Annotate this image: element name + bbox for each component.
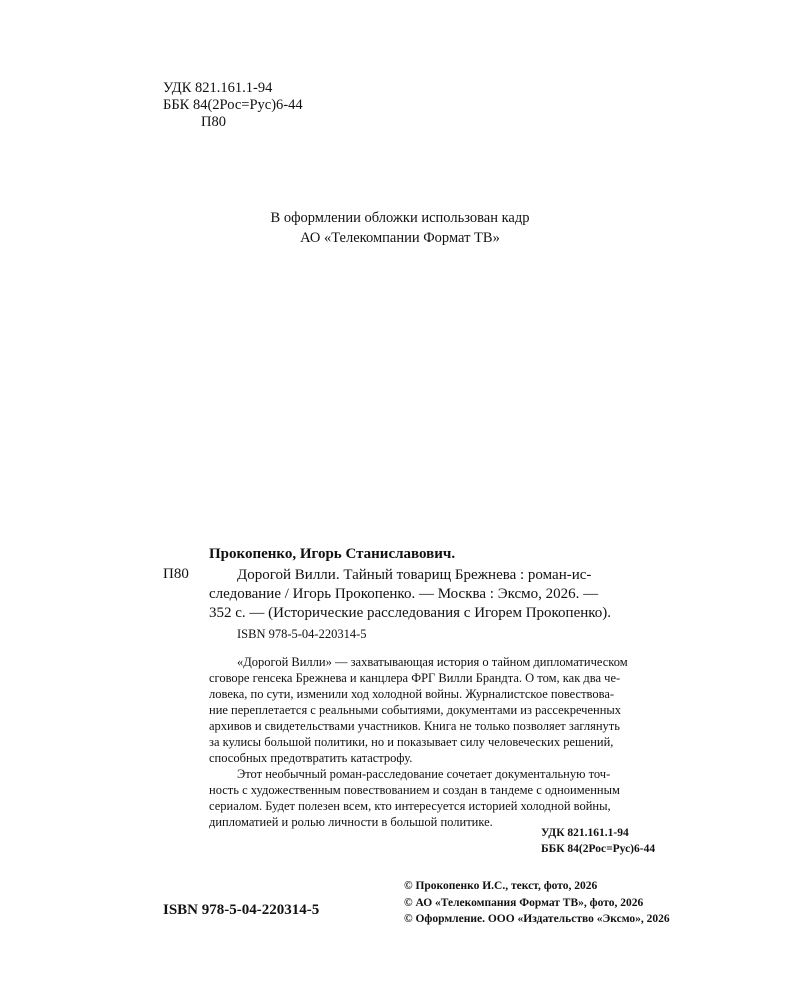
catalog-isbn: ISBN 978-5-04-220314-5 [237, 627, 367, 641]
cover-credit-note [0, 208, 800, 248]
copyright-line: © Оформление. ООО «Издательство «Эксмо», 2026 [404, 913, 670, 925]
catalog-description [209, 566, 661, 623]
abstract-line: способных предотвратить катастрофу. [209, 751, 413, 765]
catalog-description-line: 352 с. — (Исторические расследования с Игорем Прокопенко). [209, 605, 612, 621]
abstract-line: ность с художественным повествованием и создан в тандеме с одноименным [209, 783, 620, 797]
catalog-author-sign: П80 [163, 566, 189, 582]
catalog-description-line: следование / Игорь Прокопенко. — Москва : Эксмо, 2026. — [209, 586, 599, 602]
abstract-line: «Дорогой Вилли» — захватывающая история о тайном дипломатическом [237, 655, 628, 669]
catalog-description-line: Дорогой Вилли. Тайный товарищ Брежнева : роман-ис- [237, 567, 592, 583]
abstract-line: ние переплетается с реальными событиями, документами из рассекреченных [209, 703, 622, 717]
bbk-code-right: ББК 84(2Рос=Рус)6-44 [541, 843, 656, 855]
cover-note-line: В оформлении обложки использован кадр [270, 210, 530, 226]
abstract-line: Этот необычный роман-расследование сочетает документальную точ- [237, 767, 611, 781]
isbn-main: ISBN 978-5-04-220314-5 [163, 902, 320, 918]
abstract-line: дипломатией и ролью личности в большой политике. [209, 815, 493, 829]
catalog-author: Прокопенко, Игорь Станиславович. [209, 546, 456, 562]
abstract [209, 654, 661, 830]
abstract-line: архивов и свидетельствами участников. Книга не только позволяет заглянуть [209, 719, 620, 733]
bbk-code: ББК 84(2Рос=Рус)6-44 [163, 97, 303, 113]
udk-code-right: УДК 821.161.1-94 [541, 827, 629, 839]
abstract-line: сериалом. Будет полезен всем, кто интересуется историей холодной войны, [209, 799, 611, 813]
abstract-line: сговоре генсека Брежнева и канцлера ФРГ Вилли Брандта. О том, как два че- [209, 671, 621, 685]
copyright-block [404, 878, 670, 928]
cover-note-line: АО «Телекомпании Формат ТВ» [300, 230, 500, 246]
classification-right [541, 825, 655, 857]
copyright-line: © Прокопенко И.С., текст, фото, 2026 [404, 880, 598, 892]
author-sign: П80 [201, 114, 226, 130]
udk-code: УДК 821.161.1-94 [163, 80, 273, 96]
abstract-line: ловека, по сути, изменили ход холодной войны. Журналистское повествова- [209, 687, 615, 701]
classification-block [163, 80, 303, 131]
abstract-line: за кулисы большой политики, но и показывает силу человеческих решений, [209, 735, 614, 749]
copyright-line: © АО «Телекомпания Формат ТВ», фото, 2026 [404, 896, 644, 909]
